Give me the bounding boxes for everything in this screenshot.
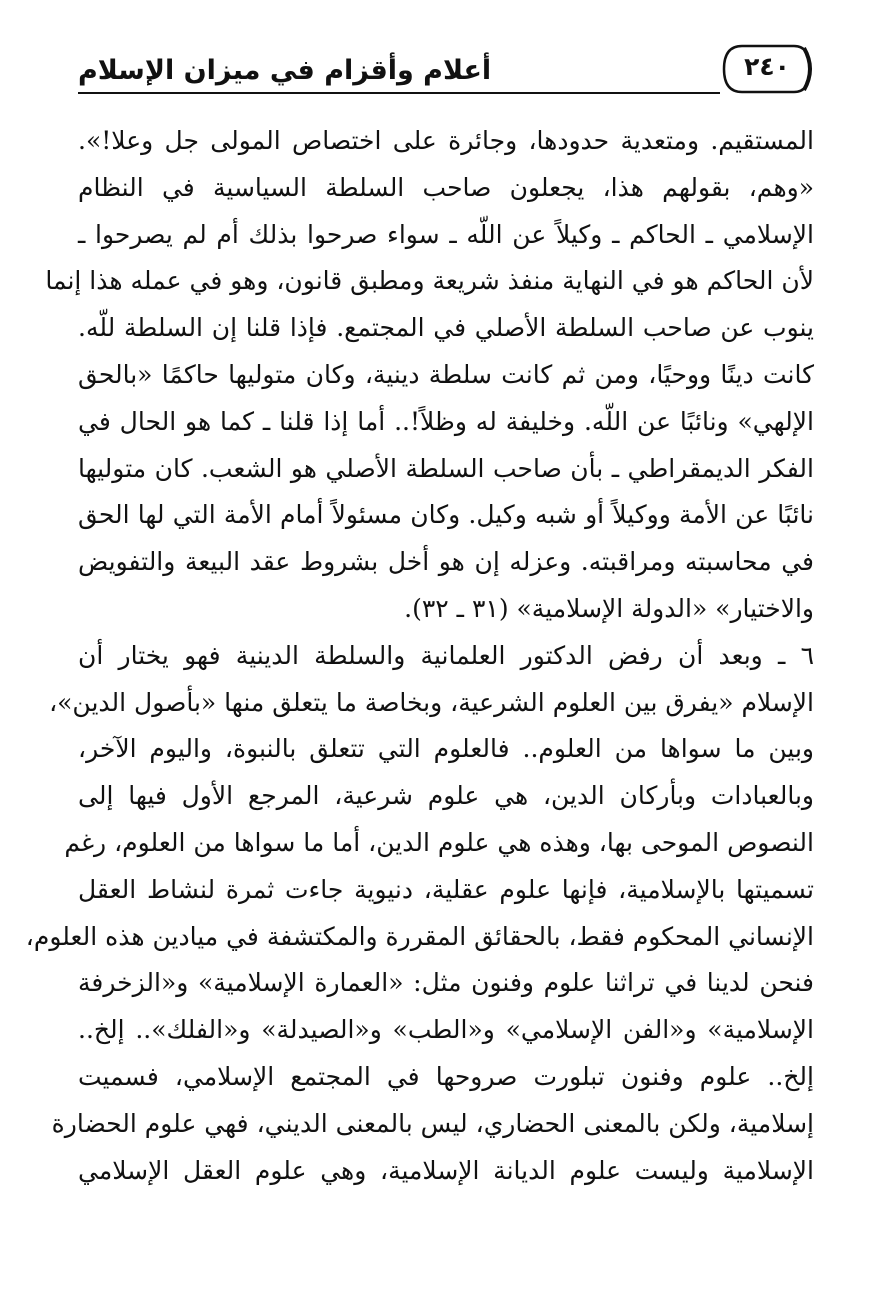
text-line: تسميتها بالإسلامية، فإنها علوم عقلية، دنيوية جاءت ثمرة لنشاط العقل [78, 874, 814, 904]
text-line: فنحن لدينا في تراثنا علوم وفنون مثل: «العمارة الإسلامية» و«الزخرفة [78, 968, 814, 998]
text-line: والاختيار» «الدولة الإسلامية» (٣١ ـ ٣٢). [404, 593, 814, 623]
text-line: إسلامية، ولكن بالمعنى الحضاري، ليس بالمعنى الديني، فهي علوم الحضارة [51, 1108, 814, 1138]
text-line: ينوب عن صاحب السلطة الأصلي في المجتمع. فإذا قلنا إن السلطة للّه. [78, 313, 814, 343]
text-line: الإسلام «يفرق بين العلوم الشرعية، وبخاصة ما يتعلق منها «بأصول الدين»، [49, 687, 814, 717]
text-line: إلخ.. علوم وفنون تبلورت صروحها في المجتمع الإسلامي، فسميت [78, 1061, 814, 1091]
paragraph-2 [25, 633, 815, 1195]
page-number-badge [720, 42, 814, 96]
text-line: الإسلامية» و«الفن الإسلامي» و«الطب» و«الصيدلة» و«الفلك».. إلخ.. [78, 1015, 814, 1045]
text-line: النصوص الموحى بها، وهذه هي علوم الدين، أما ما سواها من العلوم، رغم [64, 827, 814, 857]
book-title: أعلام وأقزام في ميزان الإسلام [78, 55, 492, 86]
text-line: وبالعبادات وبأركان الدين، هي علوم شرعية، المرجع الأول فيها إلى [78, 781, 814, 811]
running-header [78, 40, 814, 100]
text-line: كانت دينًا ووحيًا، ومن ثم كانت سلطة دينية، وكان متوليها حاكمًا «بالحق [78, 359, 814, 389]
text-line: الإنساني المحكوم فقط، بالحقائق المقررة والمكتشفة في ميادين هذه العلوم، [25, 921, 814, 951]
paragraph-1 [45, 118, 814, 633]
text-line: المستقيم. ومتعدية حدودها، وجائرة على اختصاص المولى جل وعلا!». [78, 126, 814, 155]
page-number: ٢٤٠ [744, 52, 790, 81]
text-line: «وهم، بقولهم هذا، يجعلون صاحب السلطة السياسية في النظام [78, 172, 814, 202]
text-line: الإسلامية وليست علوم الديانة الإسلامية، وهي علوم العقل الإسلامي [78, 1155, 814, 1185]
text-line: في محاسبته ومراقبته. وعزله إن هو أخل بشروط عقد البيعة والتفويض [78, 547, 814, 577]
text-line: وبين ما سواها من العلوم.. فالعلوم التي تتعلق بالنبوة، واليوم الآخر، [78, 734, 814, 764]
text-line: الإلهي» ونائبًا عن اللّه. وخليفة له وظلاً!.. أما إذا قلنا ـ كما هو الحال في [78, 406, 814, 436]
text-line: ٦ ـ وبعد أن رفض الدكتور العلمانية والسلطة الدينية فهو يختار أن [78, 640, 815, 670]
text-line: الفكر الديمقراطي ـ بأن صاحب السلطة الأصلي هو الشعب. كان متوليها [78, 453, 814, 483]
text-line: لأن الحاكم هو في النهاية منفذ شريعة ومطبق قانون، وهو في عمله هذا إنما [45, 266, 814, 296]
body-text [25, 118, 815, 1194]
text-line: الإسلامي ـ الحاكم ـ وكيلاً عن اللّه ـ سواء صرحوا بذلك أم لم يصرحوا ـ [78, 219, 814, 249]
text-line: نائبًا عن الأمة ووكيلاً أو شبه وكيل. وكان مسئولاً أمام الأمة التي لها الحق [78, 500, 814, 530]
header-rule [78, 92, 720, 94]
